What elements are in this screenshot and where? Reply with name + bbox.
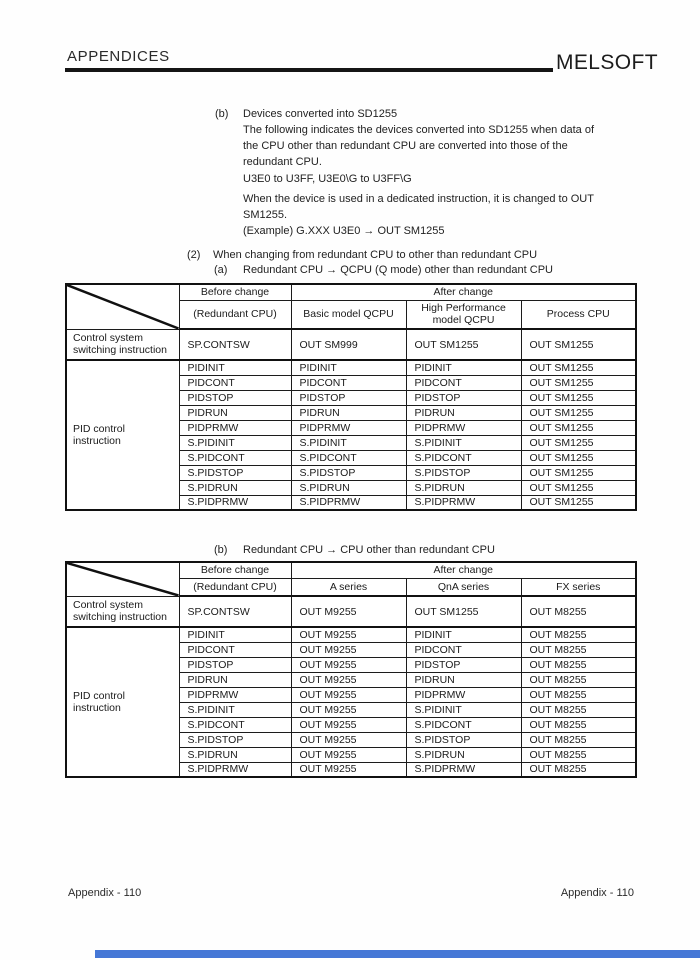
table-cell: PIDSTOP [291, 390, 406, 405]
table-cell: OUT M9255 [291, 732, 406, 747]
section-2b-title: Redundant CPU → CPU other than redundant CPU [243, 544, 495, 556]
table-cell: OUT M9255 [291, 657, 406, 672]
table-cell: PIDCONT [179, 375, 291, 390]
brand-title: MELSOFT [556, 51, 658, 74]
table-cell: PIDRUN [179, 672, 291, 687]
table-cell: OUT SM1255 [406, 596, 521, 627]
table-row [66, 627, 636, 642]
column-subheader: FX series [521, 578, 636, 596]
table-cell: S.PIDCONT [406, 717, 521, 732]
section-2b-marker: (b) [214, 544, 228, 556]
table-cell: OUT M8255 [521, 596, 636, 627]
diagonal-line [67, 285, 179, 329]
table-cell: PIDRUN [406, 672, 521, 687]
row-label: Control system switching instruction [66, 329, 179, 360]
table-cell: S.PIDRUN [179, 480, 291, 495]
table-cell: S.PIDCONT [179, 717, 291, 732]
diagonal-line [67, 563, 179, 596]
table-cell: S.PIDSTOP [406, 732, 521, 747]
table-cell: SP.CONTSW [179, 596, 291, 627]
table-cell: PIDCONT [406, 375, 521, 390]
item-b-note [243, 191, 594, 239]
table-cell: PIDPRMW [406, 687, 521, 702]
table-cell: OUT M9255 [291, 747, 406, 762]
table-cell: PIDCONT [179, 642, 291, 657]
table-cell: PIDPRMW [179, 420, 291, 435]
diagonal-cell [66, 562, 179, 596]
table-cell: PIDPRMW [291, 420, 406, 435]
table-cell: OUT M8255 [521, 687, 636, 702]
note-line: SM1255. [243, 209, 288, 221]
paragraph-line: The following indicates the devices converted into SD1255 when data of [243, 124, 594, 136]
column-header-before: Before change [179, 284, 291, 300]
table-cell: OUT SM1255 [521, 495, 636, 510]
item-b-marker: (b) [215, 108, 229, 120]
table-cell: S.PIDRUN [406, 480, 521, 495]
table-cell: PIDSTOP [179, 390, 291, 405]
table-cell: OUT M8255 [521, 717, 636, 732]
group-label: PID control instruction [66, 627, 179, 777]
table-row [66, 596, 636, 627]
column-subheader: A series [291, 578, 406, 596]
table-cell: OUT SM1255 [521, 435, 636, 450]
table-cell: PIDPRMW [179, 687, 291, 702]
table-cell: S.PIDRUN [179, 747, 291, 762]
table-cell: OUT M9255 [291, 717, 406, 732]
table-cell: S.PIDCONT [291, 450, 406, 465]
table-cell: S.PIDRUN [406, 747, 521, 762]
section-2a-title: Redundant CPU → QCPU (Q mode) other than redundant CPU [243, 264, 553, 276]
table-cell: S.PIDCONT [179, 450, 291, 465]
note-line: (Example) G.XXX U3E0 → OUT SM1255 [243, 225, 445, 237]
page-header-title: APPENDICES [67, 48, 170, 65]
table-cell: PIDCONT [406, 642, 521, 657]
group-label: PID control instruction [66, 360, 179, 510]
table-cell: OUT M9255 [291, 687, 406, 702]
section-2a-heading [214, 262, 553, 278]
footer-page-number-left: Appendix - 110 [68, 887, 142, 899]
table-cell: OUT M8255 [521, 657, 636, 672]
table-cell: S.PIDINIT [406, 702, 521, 717]
table-cell: OUT M8255 [521, 762, 636, 777]
table-cell: OUT M8255 [521, 732, 636, 747]
table-cell: S.PIDPRMW [406, 495, 521, 510]
table-cell: OUT M9255 [291, 596, 406, 627]
table-cell: OUT SM999 [291, 329, 406, 360]
table-cell: PIDSTOP [406, 390, 521, 405]
conversion-table-qcpu [65, 283, 637, 511]
table-cell: OUT M9255 [291, 627, 406, 642]
row-label: Control system switching instruction [66, 596, 179, 627]
table-cell: OUT SM1255 [521, 480, 636, 495]
table-cell: SP.CONTSW [179, 329, 291, 360]
table-cell: OUT SM1255 [521, 375, 636, 390]
table-cell: S.PIDSTOP [179, 732, 291, 747]
table-cell: PIDSTOP [406, 657, 521, 672]
table-cell: OUT M9255 [291, 762, 406, 777]
device-range-line: U3E0 to U3FF, U3E0\G to U3FF\G [243, 173, 412, 185]
table-row [66, 329, 636, 360]
table-cell: OUT M9255 [291, 672, 406, 687]
table-cell: OUT SM1255 [521, 360, 636, 375]
column-header-after: After change [291, 284, 636, 300]
bottom-bar [95, 950, 700, 958]
column-subheader: Process CPU [521, 300, 636, 329]
table-cell: PIDRUN [179, 405, 291, 420]
table-cell: S.PIDSTOP [291, 465, 406, 480]
table-cell: OUT M8255 [521, 672, 636, 687]
table-cell: S.PIDINIT [179, 435, 291, 450]
table-cell: PIDINIT [291, 360, 406, 375]
column-subheader: High Performance model QCPU [406, 300, 521, 329]
table-cell: PIDINIT [179, 360, 291, 375]
paragraph-line: redundant CPU. [243, 156, 322, 168]
table-cell: S.PIDPRMW [179, 495, 291, 510]
section-2b-heading [214, 542, 495, 558]
table-cell: PIDSTOP [179, 657, 291, 672]
table-cell: PIDCONT [291, 375, 406, 390]
table-cell: S.PIDCONT [406, 450, 521, 465]
header-rule [65, 68, 553, 72]
table-cell: S.PIDPRMW [406, 762, 521, 777]
table-cell: OUT M8255 [521, 702, 636, 717]
table-cell: S.PIDINIT [406, 435, 521, 450]
table-cell: OUT SM1255 [406, 329, 521, 360]
conversion-table-series [65, 561, 637, 778]
column-subheader: (Redundant CPU) [179, 300, 291, 329]
table-cell: PIDINIT [406, 360, 521, 375]
table-cell: OUT M9255 [291, 642, 406, 657]
table-cell: S.PIDSTOP [179, 465, 291, 480]
table-cell: OUT SM1255 [521, 390, 636, 405]
column-subheader: Basic model QCPU [291, 300, 406, 329]
table-cell: PIDRUN [406, 405, 521, 420]
column-header-before: Before change [179, 562, 291, 578]
table-row [66, 360, 636, 375]
diagonal-cell [66, 284, 179, 329]
table-cell: PIDINIT [406, 627, 521, 642]
item-b-paragraph [243, 122, 594, 170]
table-cell: OUT SM1255 [521, 405, 636, 420]
table-cell: S.PIDSTOP [406, 465, 521, 480]
column-subheader: (Redundant CPU) [179, 578, 291, 596]
section-2-marker: (2) [187, 249, 201, 261]
table-cell: S.PIDPRMW [179, 762, 291, 777]
table-cell: PIDPRMW [406, 420, 521, 435]
table-cell: OUT M8255 [521, 642, 636, 657]
section-2-title: When changing from redundant CPU to other than redundant CPU [213, 249, 538, 261]
note-line: When the device is used in a dedicated instruction, it is changed to OUT [243, 193, 594, 205]
item-b-title: Devices converted into SD1255 [243, 108, 398, 120]
table-cell: OUT M9255 [291, 702, 406, 717]
item-b-heading [215, 106, 397, 122]
table-cell: S.PIDPRMW [291, 495, 406, 510]
table-cell: S.PIDRUN [291, 480, 406, 495]
table-cell: S.PIDINIT [291, 435, 406, 450]
section-2-heading [187, 247, 537, 263]
table-cell: OUT SM1255 [521, 465, 636, 480]
table-cell: OUT M8255 [521, 627, 636, 642]
paragraph-line: the CPU other than redundant CPU are converted into those of the [243, 140, 568, 152]
table-cell: OUT SM1255 [521, 420, 636, 435]
footer-page-number-right: Appendix - 110 [560, 887, 634, 899]
table-cell: OUT M8255 [521, 747, 636, 762]
table-cell: PIDINIT [179, 627, 291, 642]
table-cell: PIDRUN [291, 405, 406, 420]
section-2a-marker: (a) [214, 264, 228, 276]
table-cell: OUT SM1255 [521, 450, 636, 465]
table-cell: S.PIDINIT [179, 702, 291, 717]
column-subheader: QnA series [406, 578, 521, 596]
column-header-after: After change [291, 562, 636, 578]
table-cell: OUT SM1255 [521, 329, 636, 360]
